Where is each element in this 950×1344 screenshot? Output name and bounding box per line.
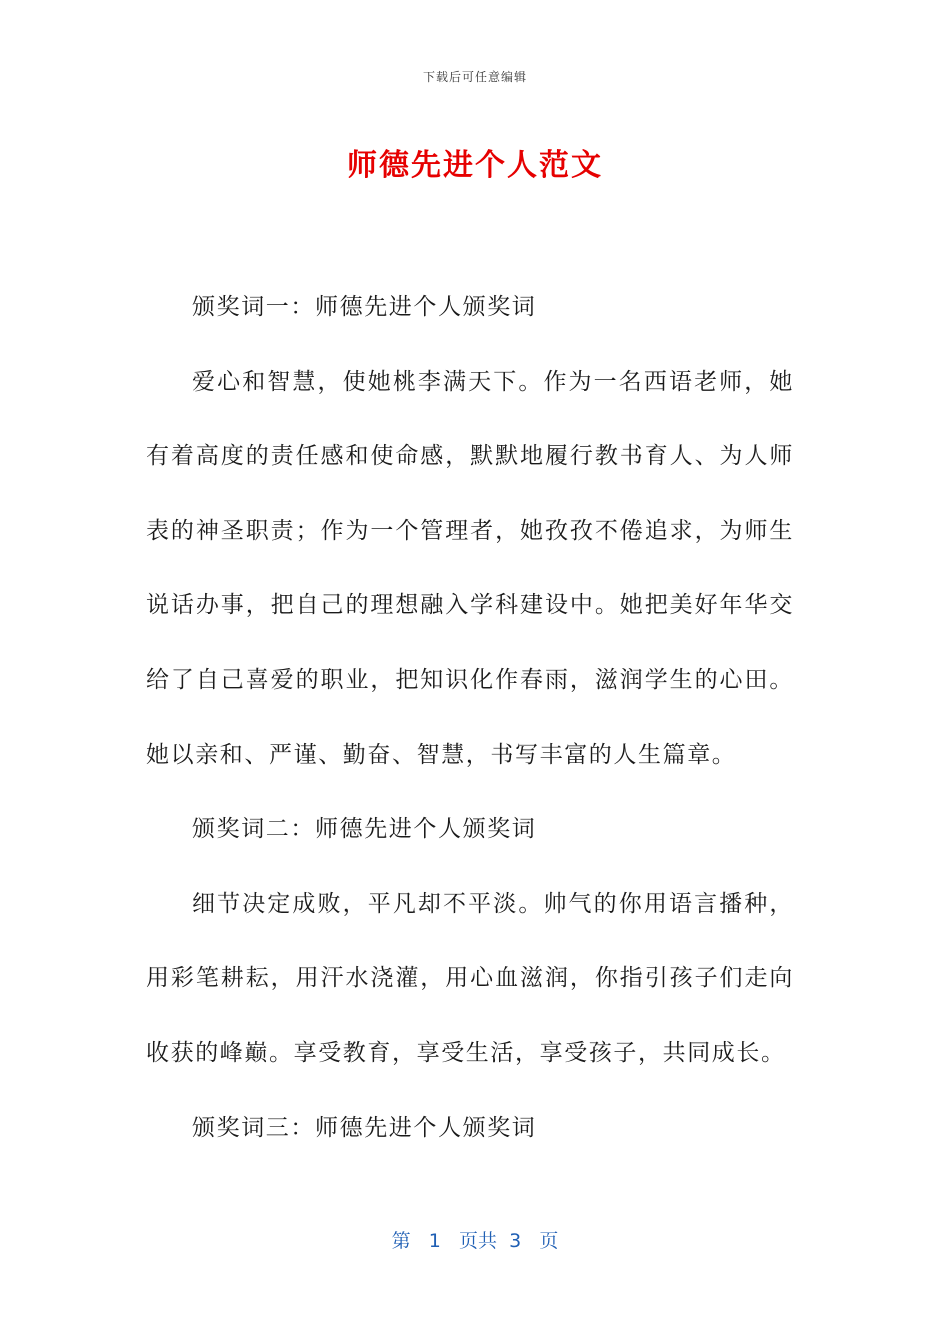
page-total: 3 bbox=[509, 1230, 522, 1252]
paragraph-heading-1: 颁奖词一：师德先进个人颁奖词 bbox=[192, 294, 537, 320]
paragraph-2: 细节决定成败，平凡却不平淡。帅气的你用语言播种，用彩笔耕耘，用汗水浇灌，用心血滋润，你指引孩子们走向收获的峰巅。享受教育，享受生活，享受孩子，共同成长。 bbox=[146, 890, 794, 1066]
header-note: 下载后可任意编辑 bbox=[422, 70, 527, 84]
page-suffix: 页 bbox=[539, 1230, 559, 1252]
page-current: 1 bbox=[428, 1230, 441, 1252]
page-middle: 页共 bbox=[459, 1230, 498, 1252]
document-title: 师德先进个人范文 bbox=[347, 148, 603, 183]
paragraph-heading-2: 颁奖词二：师德先进个人颁奖词 bbox=[192, 816, 537, 843]
page-footer bbox=[0, 1226, 950, 1253]
paragraph-heading-3: 颁奖词三：师德先进个人颁奖词 bbox=[192, 1114, 537, 1141]
paragraph-1: 爱心和智慧，使她桃李满天下。作为一名西语老师，她有着高度的责任感和使命感，默默地履行教书育人、为人师表的神圣职责；作为一个管理者，她孜孜不倦追求，为师生说话办事，把自己的理想融入学科建设中。她把美好年华交给了自己喜爱的职业，把知识化作春雨，滋润学生的心田。她以亲和、严谨、勤奋、智慧，书写丰富的人生篇章。 bbox=[146, 368, 794, 768]
document-body bbox=[146, 270, 794, 1165]
page-prefix: 第 bbox=[391, 1230, 411, 1252]
